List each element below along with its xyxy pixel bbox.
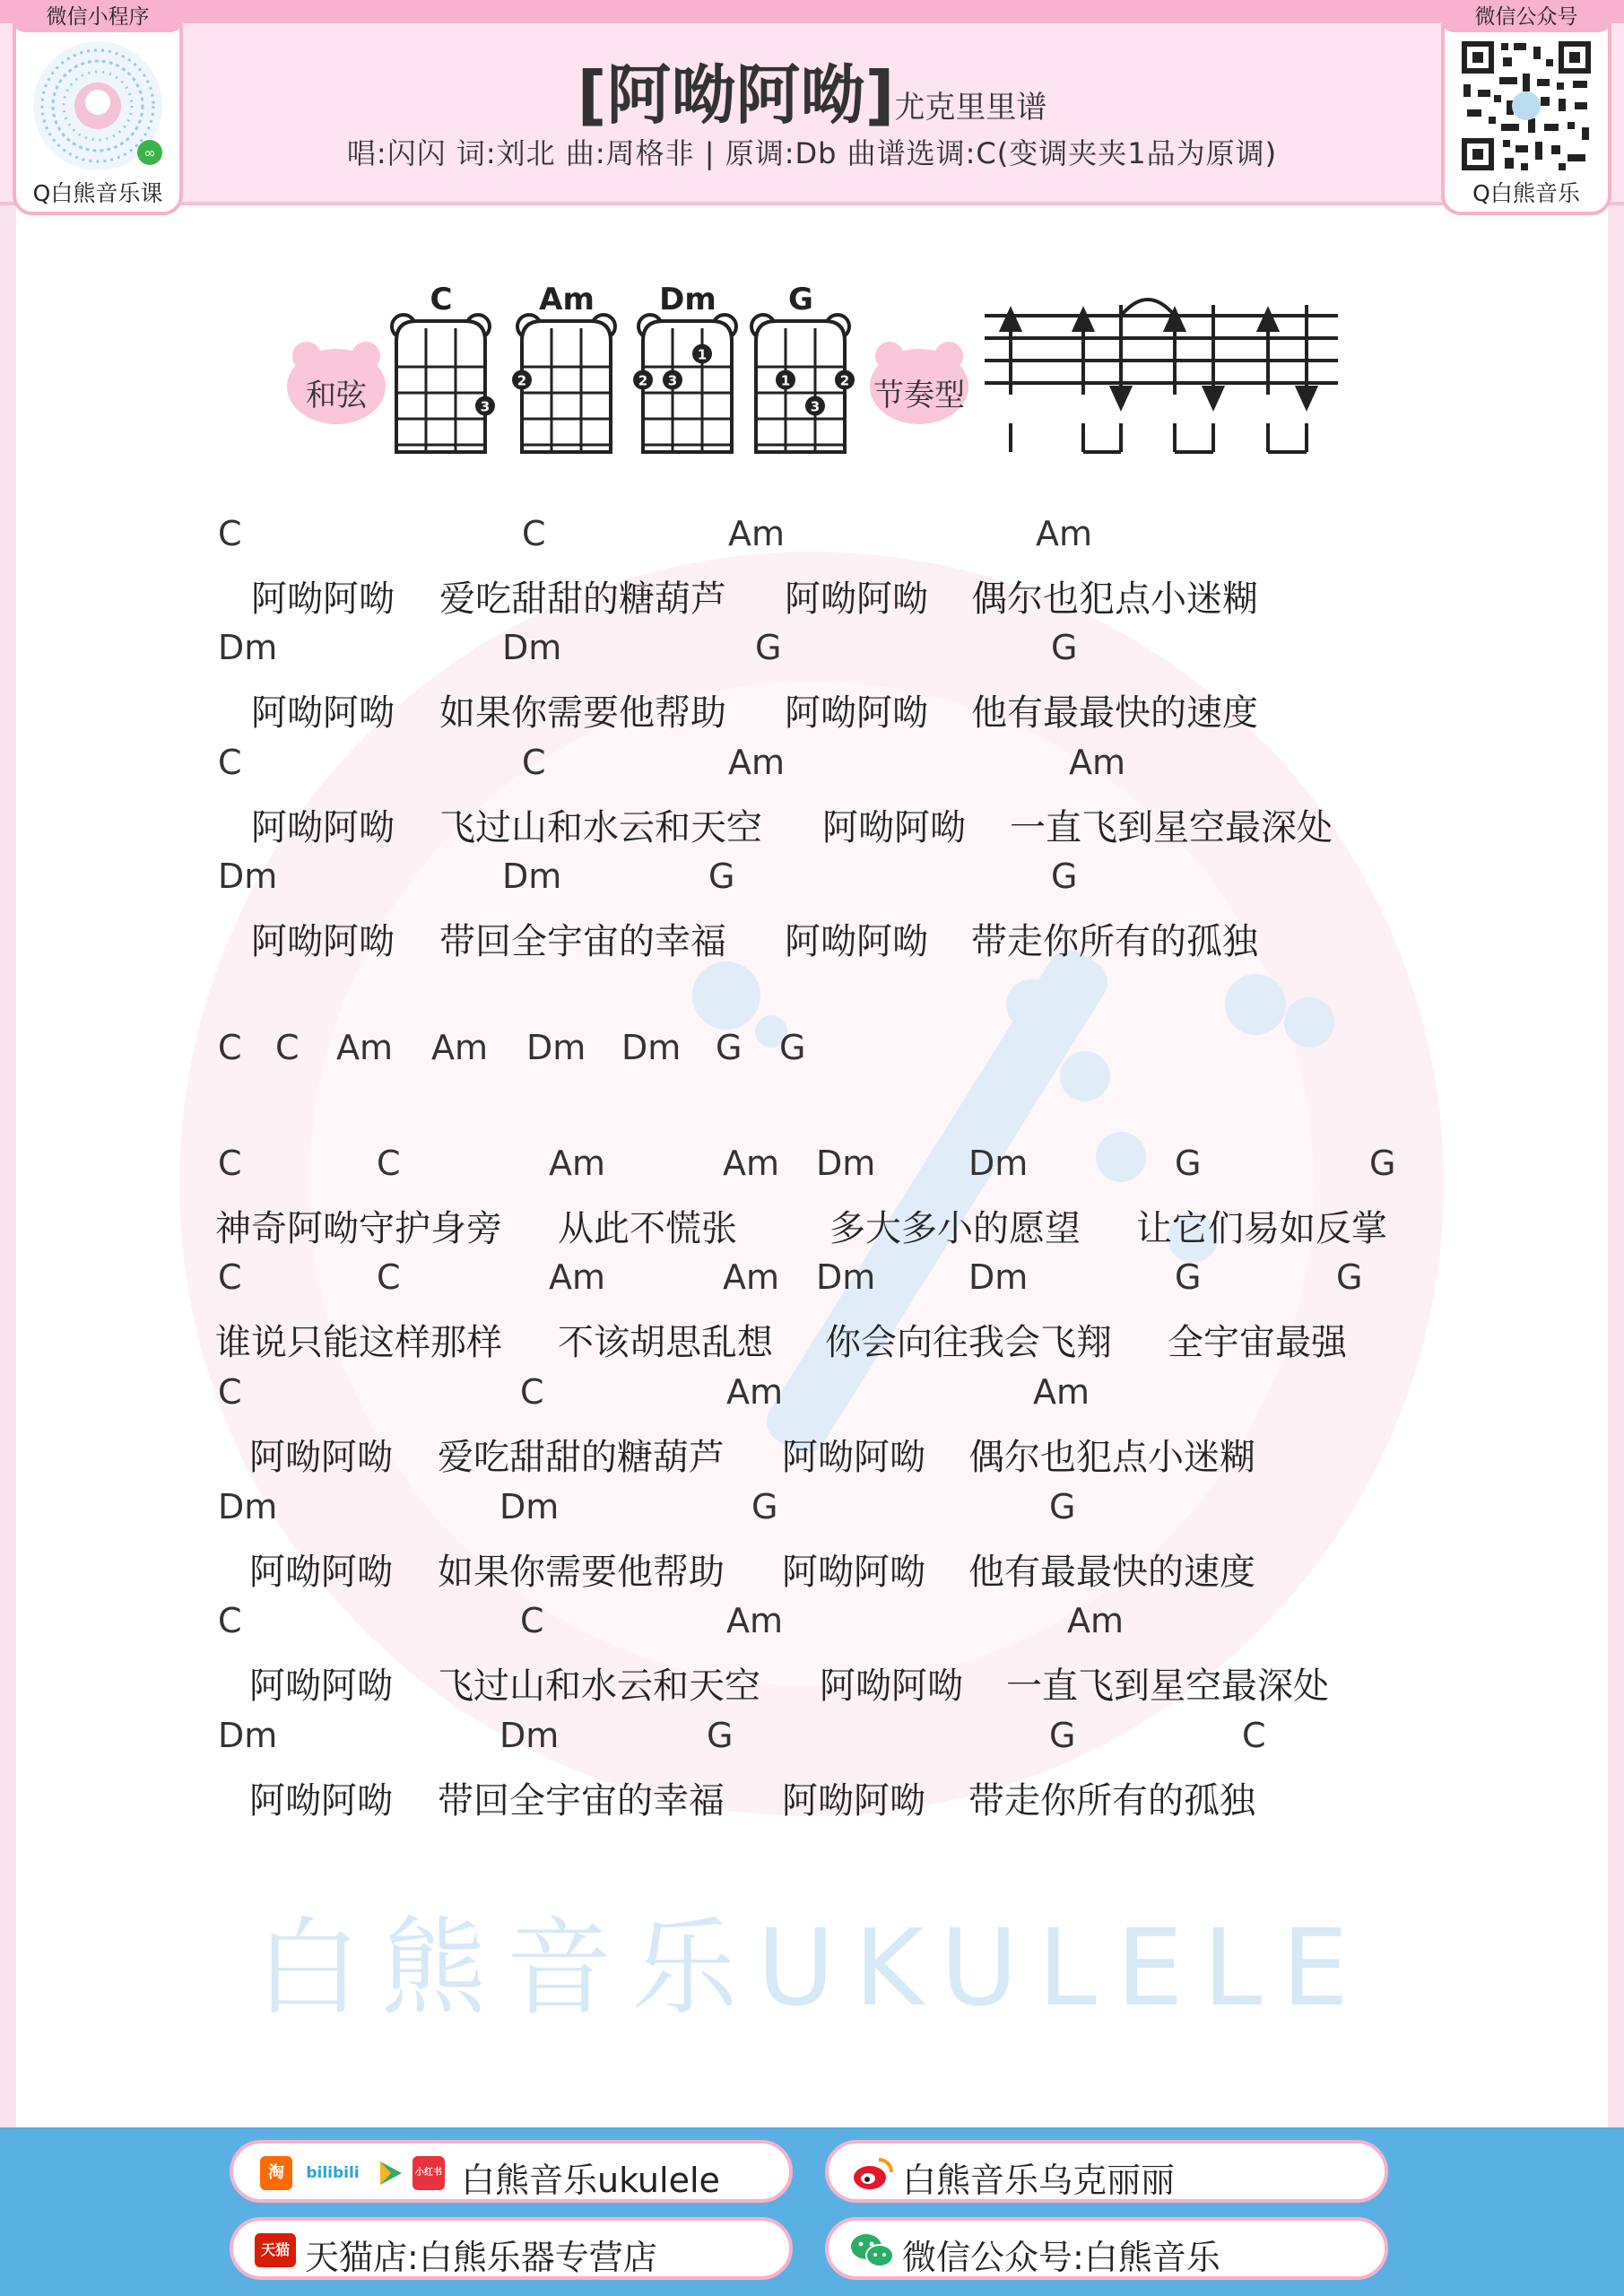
chord-symbol: G xyxy=(1051,857,1078,896)
chord-symbol: Dm xyxy=(968,1257,1029,1297)
chord-row xyxy=(0,1372,1624,1417)
lyric-phrase: 谁说只能这样那样 xyxy=(215,1322,502,1363)
lyric-phrase: 阿呦阿呦 xyxy=(782,1437,925,1478)
chord-symbol: C xyxy=(218,1257,242,1297)
chord-symbol: Am xyxy=(728,514,786,553)
chord-symbol: Am xyxy=(549,1144,606,1183)
lyric-row xyxy=(0,1544,1624,1593)
lyric-phrase: 爱吃甜甜的糖葫芦 xyxy=(438,1437,725,1478)
mini-program-tab: 微信小程序 xyxy=(13,2,183,32)
weibo-icon xyxy=(852,2154,893,2192)
chord-symbol: Am xyxy=(1069,743,1126,782)
chord-symbol: G xyxy=(1049,1487,1076,1526)
chord-name-am: Am xyxy=(539,282,595,317)
lyric-phrase: 阿呦阿呦 xyxy=(249,1552,393,1593)
chord-symbol: C xyxy=(218,1144,242,1183)
chord-name-c: C xyxy=(430,282,453,317)
song-title-text: [阿呦阿呦] xyxy=(577,57,895,133)
lyric-phrase: 阿呦阿呦 xyxy=(782,1552,925,1593)
chord-symbol: G xyxy=(1175,1257,1202,1297)
taobao-icon: 淘 xyxy=(260,2156,292,2190)
chord-symbol: Am xyxy=(1067,1601,1125,1640)
official-account-tab: 微信公众号 xyxy=(1441,2,1611,32)
chord-symbol: Dm xyxy=(502,857,562,896)
lyric-phrase: 偶尔也犯点小迷糊 xyxy=(968,1437,1255,1478)
lyric-phrase: 如果你需要他帮助 xyxy=(438,1552,725,1593)
video-play-icon xyxy=(373,2156,405,2190)
lyric-phrase: 阿呦阿呦 xyxy=(251,578,395,620)
chord-symbol: Dm xyxy=(816,1144,876,1183)
chord-symbol: Dm xyxy=(816,1257,876,1297)
chord-symbol: C xyxy=(377,1257,401,1297)
lyric-phrase: 如果你需要他帮助 xyxy=(439,692,726,734)
wechat-pill[interactable] xyxy=(825,2217,1388,2280)
bilibili-icon: bilibili xyxy=(300,2156,366,2190)
chord-symbol: G xyxy=(1175,1144,1202,1183)
chord-symbol: C xyxy=(520,1372,544,1412)
chord-symbol: Am xyxy=(1036,514,1093,553)
chord-symbol: Dm xyxy=(499,1716,560,1755)
lyric-phrase: 阿呦阿呦 xyxy=(782,1780,925,1822)
chord-symbol: C xyxy=(522,743,546,782)
chord-symbol: C xyxy=(218,1601,242,1640)
chord-symbol: C xyxy=(218,1372,242,1412)
chord-symbol: G xyxy=(716,1028,743,1067)
lyric-phrase: 阿呦阿呦 xyxy=(785,692,928,734)
chord-symbol: C xyxy=(218,1028,242,1067)
chord-symbol: Dm xyxy=(968,1144,1029,1183)
weibo-pill[interactable] xyxy=(825,2140,1388,2203)
lyric-phrase: 阿呦阿呦 xyxy=(251,807,395,848)
finger-number: 3 xyxy=(480,398,491,415)
finger-number: 2 xyxy=(638,372,648,389)
chord-row xyxy=(0,1144,1624,1188)
lyric-row xyxy=(0,1429,1624,1478)
chord-symbol: C xyxy=(377,1144,401,1183)
chord-symbol: Dm xyxy=(499,1487,560,1526)
lyric-phrase: 全宇宙最强 xyxy=(1168,1322,1347,1363)
chord-symbol: Am xyxy=(723,1144,780,1183)
chord-symbol: C xyxy=(218,514,242,553)
finger-number: 2 xyxy=(839,372,850,389)
watermark-text: 白熊音乐UKULELE xyxy=(255,1906,1368,2030)
lyric-phrase: 阿呦阿呦 xyxy=(820,1665,963,1707)
lyric-row xyxy=(0,799,1624,848)
xiaohongshu-icon: 小红书 xyxy=(413,2156,445,2190)
wechat-text: 微信公众号:白熊音乐 xyxy=(902,2238,1220,2277)
lyric-phrase: 带走你所有的孤独 xyxy=(971,921,1258,962)
chord-symbol: Am xyxy=(726,1601,784,1640)
footer-band xyxy=(0,2127,1624,2296)
chord-symbol: G xyxy=(708,857,735,896)
weibo-text: 白熊音乐乌克丽丽 xyxy=(902,2161,1176,2200)
chord-symbol: G xyxy=(1049,1716,1076,1755)
chord-symbol: G xyxy=(779,1028,806,1067)
lyric-phrase: 阿呦阿呦 xyxy=(251,692,395,734)
social-links-text: 白熊音乐ukulele xyxy=(461,2161,720,2200)
chord-row xyxy=(0,1601,1624,1646)
chord-symbol: G xyxy=(707,1716,734,1755)
lyric-phrase: 阿呦阿呦 xyxy=(249,1665,393,1707)
chord-symbol: Dm xyxy=(502,628,562,667)
song-subtitle: 尤克里里谱 xyxy=(894,90,1047,126)
chord-symbol: Am xyxy=(723,1257,780,1297)
official-account-search: Q白熊音乐 xyxy=(1472,180,1580,206)
chord-symbol: C xyxy=(218,743,242,782)
lyric-phrase: 阿呦阿呦 xyxy=(785,921,928,962)
lyric-phrase: 你会向往我会飞翔 xyxy=(825,1322,1112,1363)
chord-symbol: Dm xyxy=(218,628,278,667)
finger-number: 2 xyxy=(517,372,527,389)
chord-symbol: G xyxy=(1051,628,1078,667)
finger-number: 1 xyxy=(780,372,791,389)
lyric-row xyxy=(0,1200,1624,1249)
lyric-phrase: 阿呦阿呦 xyxy=(251,921,395,962)
lyric-phrase: 偶尔也犯点小迷糊 xyxy=(971,578,1258,620)
chord-row xyxy=(0,1257,1624,1302)
chord-name-dm: Dm xyxy=(659,282,716,317)
chord-symbol: Am xyxy=(431,1028,489,1067)
chord-symbol: Am xyxy=(726,1372,784,1412)
mini-program-search: Q白熊音乐课 xyxy=(32,180,163,206)
chord-symbol: G xyxy=(755,628,782,667)
chord-row xyxy=(0,1028,1624,1073)
chord-symbol: G xyxy=(1369,1144,1396,1183)
lyric-row xyxy=(0,570,1624,620)
lyric-phrase: 飞过山和水云和天空 xyxy=(438,1665,760,1707)
song-meta: 唱:闪闪 词:刘北 曲:周格非 | 原调:Db 曲谱选调:C(变调夹夹1品为原调) xyxy=(346,136,1278,170)
lyric-phrase: 阿呦阿呦 xyxy=(249,1437,393,1478)
lyric-phrase: 他有最最快的速度 xyxy=(968,1552,1255,1593)
chord-row xyxy=(0,1487,1624,1532)
chord-row xyxy=(0,514,1624,559)
chord-symbol: C xyxy=(520,1601,544,1640)
lyric-phrase: 多大多小的愿望 xyxy=(829,1208,1081,1249)
chord-symbol: C xyxy=(522,514,546,553)
lyric-phrase: 爱吃甜甜的糖葫芦 xyxy=(439,578,726,620)
rhythm-label: 节奏型 xyxy=(873,378,965,413)
lyric-phrase: 神奇阿呦守护身旁 xyxy=(215,1208,502,1249)
chord-row xyxy=(0,1716,1624,1761)
chord-symbol: G xyxy=(1336,1257,1363,1297)
chord-symbol: Dm xyxy=(621,1028,682,1067)
svg-text:∞: ∞ xyxy=(143,144,156,161)
chord-name-g: G xyxy=(788,282,813,317)
lyric-phrase: 不该胡思乱想 xyxy=(558,1322,773,1363)
social-links-pill[interactable] xyxy=(230,2140,793,2203)
chord-row xyxy=(0,628,1624,673)
wechat-icon xyxy=(850,2231,895,2269)
chord-row xyxy=(0,857,1624,901)
lyric-phrase: 飞过山和水云和天空 xyxy=(439,807,762,848)
chord-symbol: C xyxy=(275,1028,300,1067)
tmall-pill[interactable] xyxy=(230,2217,793,2280)
finger-number: 3 xyxy=(667,372,678,389)
lyric-phrase: 一直飞到星空最深处 xyxy=(1006,1665,1329,1707)
chord-symbol: Am xyxy=(728,743,786,782)
lyric-phrase: 让它们易如反掌 xyxy=(1136,1208,1387,1249)
lyric-row xyxy=(0,1772,1624,1822)
lyric-phrase: 带走你所有的孤独 xyxy=(968,1780,1255,1822)
lyric-phrase: 从此不慌张 xyxy=(558,1208,737,1249)
lyric-phrase: 带回全宇宙的幸福 xyxy=(438,1780,725,1822)
chord-symbol: Dm xyxy=(218,857,278,896)
chord-symbol: Dm xyxy=(526,1028,586,1067)
lyric-row xyxy=(0,1657,1624,1707)
chord-symbol: G xyxy=(751,1487,778,1526)
lyric-row xyxy=(0,913,1624,962)
chord-symbol: Am xyxy=(1033,1372,1090,1412)
lyric-row xyxy=(0,1314,1624,1363)
chord-symbol: Am xyxy=(336,1028,394,1067)
chord-row xyxy=(0,743,1624,787)
tmall-icon: 天猫 xyxy=(255,2233,296,2267)
lyric-phrase: 他有最最快的速度 xyxy=(971,692,1258,734)
lyric-phrase: 阿呦阿呦 xyxy=(249,1780,393,1822)
lyric-phrase: 阿呦阿呦 xyxy=(822,807,966,848)
finger-number: 3 xyxy=(810,398,821,415)
chord-symbol: Dm xyxy=(218,1716,278,1755)
tmall-text: 天猫店:白熊乐器专营店 xyxy=(305,2238,657,2277)
lyric-phrase: 带回全宇宙的幸福 xyxy=(439,921,726,962)
lyric-row xyxy=(0,684,1624,734)
lyric-phrase: 阿呦阿呦 xyxy=(785,578,928,620)
chord-symbol: Am xyxy=(549,1257,606,1297)
chord-symbol: Dm xyxy=(218,1487,278,1526)
finger-number: 1 xyxy=(697,346,708,363)
chord-label: 和弦 xyxy=(306,378,367,413)
lyric-phrase: 一直飞到星空最深处 xyxy=(1010,807,1333,848)
chord-symbol: C xyxy=(1242,1716,1266,1755)
